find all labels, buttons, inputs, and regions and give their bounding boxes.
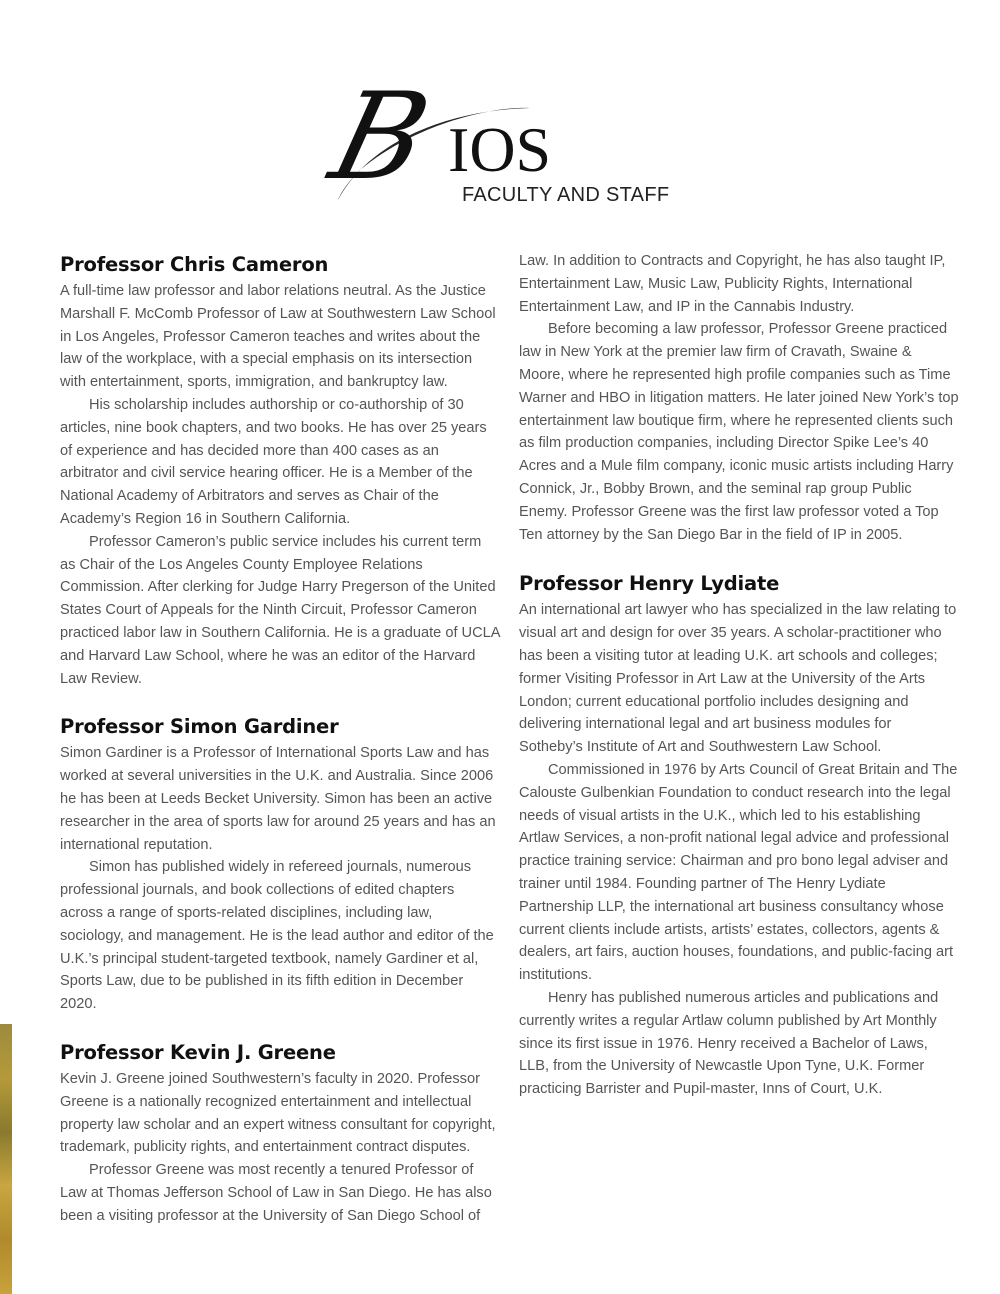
bio-paragraph: Law. In addition to Contracts and Copyright, he has also taught IP, Entertainment Law, Music Law, Publicity Rights, International Entertainment Law, and IP in the Cannabis Industry.: [519, 253, 946, 315]
bio-paragraph: Simon has published widely in refereed journals, numerous professional journals, and book collections of edited chapters across a range of sports-related disciplines, including law, sociology, and management. He is the lead author and editor of the U.K.’s principal student-targeted textbook, namely Gardiner et al, Sports Law, due to be published in its fifth edition in December 2020.: [60, 859, 494, 1013]
page-subtitle: FACULTY AND STAFF: [462, 184, 670, 206]
masthead: [318, 68, 690, 210]
bio-name: Professor Kevin J. Greene: [60, 1040, 336, 1064]
title-initial: B: [318, 68, 442, 207]
bio-name: Professor Chris Cameron: [60, 253, 329, 276]
bio-paragraph: Professor Cameron’s public service includes his current term as Chair of the Los Angeles County Employee Relations Commission. After clerking for Judge Harry Pregerson of the United States Court of Appeals for the Ninth Circuit, Professor Cameron practiced labor law in Southern California. He is a graduate of UCLA and Harvard Law School, where he was an editor of the Harvard Law Review.: [60, 533, 500, 687]
right-column: [519, 250, 959, 1123]
bio-paragraph: Before becoming a law professor, Professor Greene practiced law in New York at the premier law firm of Cravath, Swaine & Moore, where he represented high profile companies such as Time Warner and HBO in litigation matters. He later joined New York’s top entertainment law boutique firm, where he represented clients such as film production companies, including Director Spike Lee’s 40 Acres and a Mule film company, iconic music artists including Harry Connick, Jr., Bobby Brown, and the seminal rap group Public Enemy. Professor Greene was the first law professor voted a Top Ten attorney by the San Diego Bar in the field of IP in 2005.: [519, 321, 959, 543]
bio-paragraph: Kevin J. Greene joined Southwestern’s faculty in 2020. Professor Greene is a nationally recognized entertainment and intellectual property law scholar and an expert witness consultant for copyright, trademark, publicity rights, and entertainment contract disputes.: [60, 1070, 496, 1156]
bio-kevin-greene-continued: [519, 250, 959, 546]
bio-paragraph: Professor Greene was most recently a tenured Professor of Law at Thomas Jefferson School of Law in San Diego. He has also been a visiting professor at the University of San Diego School of: [60, 1162, 492, 1224]
left-column: [60, 250, 500, 1249]
bio-paragraph: Commissioned in 1976 by Arts Council of Great Britain and The Calouste Gulbenkian Foundation to conduct research into the legal needs of visual artists in the U.K., which led to his establishing Artlaw Services, a non-profit national legal advice and professional practice training service: Chairman and pro bono legal adviser and trainer until 1984. Founding partner of The Henry Lydiate Partnership LLP, the international art business consultancy whose current clients include artists, artists’ estates, collectors, agents & dealers, art fairs, auction houses, foundations, and public-facing art institutions.: [519, 761, 958, 984]
bio-paragraph: His scholarship includes authorship or co-authorship of 30 articles, nine book chapters, and two books. He has over 25 years of experience and has decided more than 400 cases as an arbitrator and civil service hearing officer. He is a Member of the National Academy of Arbitrators and serves as Chair of the Academy’s Region 16 in Southern California.: [60, 396, 487, 527]
bio-chris-cameron: [60, 250, 500, 690]
page-title: IOS: [448, 114, 552, 185]
decorative-photo-edge: [0, 1024, 12, 1294]
bio-paragraph: An international art lawyer who has specialized in the law relating to visual art and design for over 35 years. A scholar-practitioner who has been a visiting tutor at leading U.K. art schools and colleges; former Visiting Professor in Art Law at the University of the Arts London; current educational portfolio includes designing and delivering international legal and art business modules for Sotheby’s Institute of Art and Southwestern Law School.: [519, 602, 957, 756]
bio-simon-gardiner: [60, 712, 500, 1016]
bio-paragraph: Simon Gardiner is a Professor of International Sports Law and has worked at several universities in the U.K. and Australia. Since 2006 he has been at Leeds Becket University. Simon has been an active researcher in the area of sports law for around 25 years and has an international reputation.: [60, 745, 496, 853]
bio-henry-lydiate: [519, 569, 959, 1101]
bio-name: Professor Henry Lydiate: [519, 572, 780, 596]
bio-paragraph: A full-time law professor and labor relations neutral. As the Justice Marshall F. McComb Professor of Law at Southwestern Law School in Los Angeles, Professor Cameron teaches and writes about the law of the workplace, with a special emphasis on its intersection with entertainment, sports, immigration, and bankruptcy law.: [60, 283, 496, 391]
bio-paragraph: Henry has published numerous articles and publications and currently writes a regular Artlaw column published by Art Monthly since its first issue in 1976. Henry received a Bachelor of Laws, LLB, from the University of Newcastle Upon Tyne, U.K. Former practicing Barrister and Pupil-master, Inns of Court, U.K.: [519, 989, 939, 1098]
bio-kevin-greene: [60, 1038, 500, 1228]
bio-name: Professor Simon Gardiner: [60, 715, 339, 739]
